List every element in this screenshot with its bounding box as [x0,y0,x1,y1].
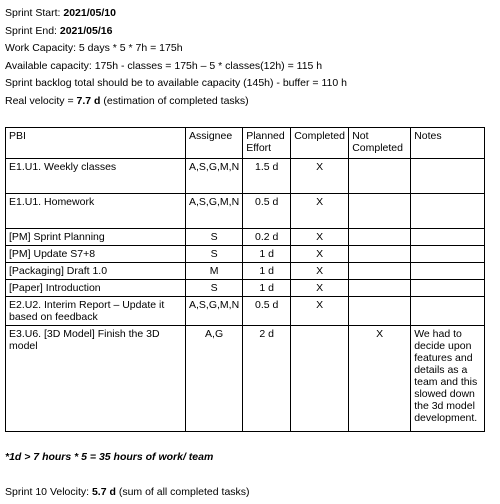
col-header-not-completed: Not Completed [349,128,411,159]
pbi-table [5,127,485,432]
sprint-end: Sprint End: 2021/05/16 [5,24,113,37]
col-header-pbi: PBI [6,128,186,159]
footnote: *1d > 7 hours * 5 = 35 hours of work/ team [5,451,214,463]
sprint-info [5,5,347,110]
notes-cell: We had to decide upon features and details as a team and this slowed down the 3d model development. [411,326,485,432]
real-velocity: Real velocity = 7.7 d (estimation of completed tasks) [5,94,249,107]
backlog-total: Sprint backlog total should be to available capacity (145h) - buffer = 110 h [5,77,347,89]
sprint-velocity: Sprint 10 Velocity: 5.7 d (sum of all completed tasks) [5,486,250,498]
table-row: [PM] Update S7+8 S 1 d X [6,246,485,263]
col-header-planned-effort: Planned Effort [243,128,291,159]
table-row: [Packaging] Draft 1.0 M 1 d X [6,263,485,280]
table-header-row [6,128,485,159]
col-header-assignee: Assignee [186,128,243,159]
table-row: E3.U6. [3D Model] Finish the 3D model A,G 2 d X We had to decide upon features and details as a team and this slowed down the 3d model development. [6,326,485,432]
col-header-notes: Notes [411,128,485,159]
sprint-end-date: 2021/05/16 [59,24,113,37]
col-header-completed: Completed [291,128,349,159]
table-row: E2.U2. Interim Report – Update it based on feedback A,S,G,M,N 0.5 d X [6,297,485,326]
table-row: E1.U1. Homework A,S,G,M,N 0.5 d X [6,194,485,229]
table-row: [PM] Sprint Planning S 0.2 d X [6,229,485,246]
table-row: [Paper] Introduction S 1 d X [6,280,485,297]
table-row: E1.U1. Weekly classes A,S,G,M,N 1.5 d X [6,159,485,194]
work-capacity: Work Capacity: 5 days * 5 * 7h = 175h [5,42,183,54]
sprint-start-date: 2021/05/10 [63,7,116,19]
available-capacity: Available capacity: 175h - classes = 175h – 5 * classes(12h) = 115 h [5,59,323,72]
sprint-start: Sprint Start: 2021/05/10 [5,7,116,19]
sprint-velocity-value: 5.7 d [91,486,116,498]
real-velocity-value: 7.7 d [76,94,101,107]
